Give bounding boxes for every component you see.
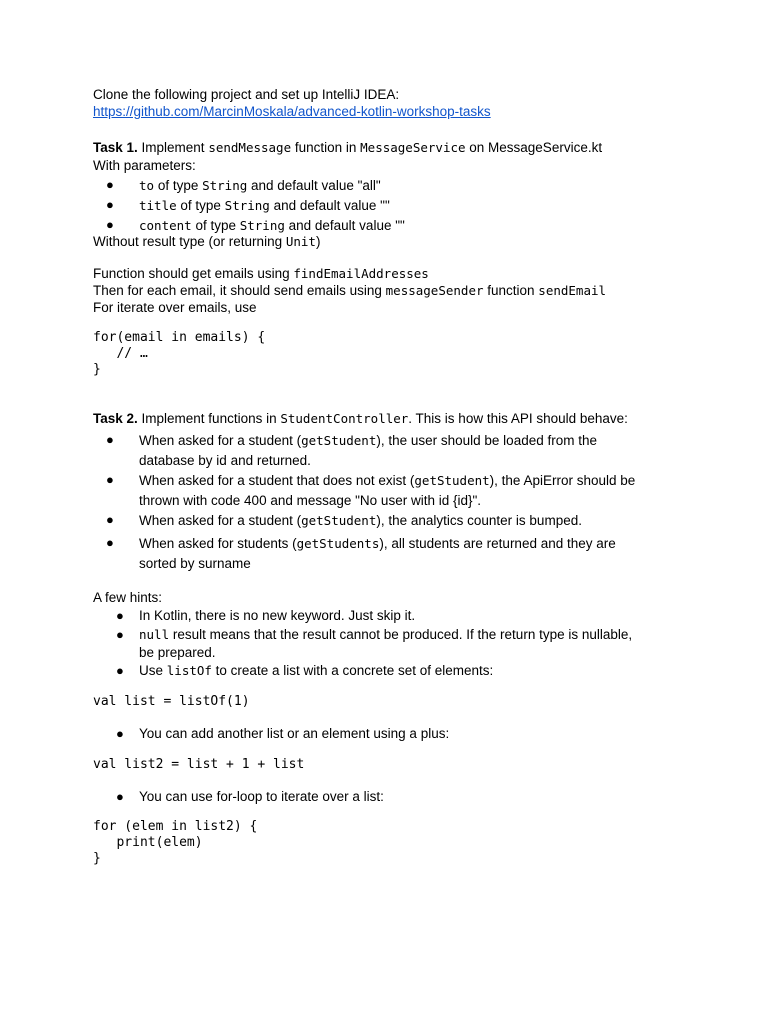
code-block-for-email: for(email in emails) { // … }	[93, 330, 266, 377]
bullet-icon: ●	[116, 627, 124, 642]
hints-intro: A few hints:	[93, 590, 163, 605]
task2-heading: Task 2. Implement functions in StudentController. This is how this API should behave:	[93, 411, 628, 426]
behavior-item: When asked for a student (getStudent), the analytics counter is bumped.	[139, 513, 582, 528]
bullet-icon: ●	[116, 608, 124, 623]
param-item: to of type String and default value "all"	[139, 178, 381, 193]
bullet-icon: ●	[106, 177, 114, 192]
task1-heading	[93, 139, 602, 157]
hint-item: In Kotlin, there is no new keyword. Just skip it.	[139, 608, 416, 623]
code-block-plus: val list2 = list + 1 + list	[93, 757, 305, 772]
param-item: title of type String and default value ""	[139, 198, 390, 213]
bullet-icon: ●	[106, 535, 114, 550]
bullet-icon: ●	[116, 726, 124, 741]
bullet-icon: ●	[106, 217, 114, 232]
hint-item: You can use for-loop to iterate over a list:	[139, 789, 384, 804]
no-result-line: Without result type (or returning Unit)	[93, 234, 321, 249]
task2-label: Task 2.	[93, 411, 138, 426]
hint-item: You can add another list or an element using a plus:	[139, 726, 450, 741]
hint-item: Use listOf to create a list with a concrete set of elements:	[139, 663, 494, 678]
bullet-icon: ●	[106, 472, 114, 487]
code-MessageService: MessageService	[360, 140, 466, 155]
bullet-icon: ●	[116, 663, 124, 678]
code-block-listof: val list = listOf(1)	[93, 694, 250, 709]
intro-text: Clone the following project and set up IntelliJ IDEA:	[93, 87, 400, 102]
task1-label: Task 1.	[93, 140, 138, 155]
code-StudentController: StudentController	[280, 411, 409, 426]
code-sendMessage: sendMessage	[208, 140, 292, 155]
bullet-icon: ●	[106, 432, 114, 447]
function-line-3: For iterate over emails, use	[93, 300, 257, 315]
behavior-item: When asked for a student that does not exist (getStudent), the ApiError should be thrown with code 400 and message "No user with id {id}".	[139, 473, 636, 508]
param-item: content of type String and default value ""	[139, 218, 405, 233]
params-intro: With parameters:	[93, 158, 196, 173]
function-line-2: Then for each email, it should send emails using messageSender function sendEmail	[93, 283, 607, 298]
code-block-for-elem: for (elem in list2) { print(elem) }	[93, 819, 258, 866]
task1-text: function in	[291, 140, 361, 155]
behavior-item: When asked for a student (getStudent), the user should be loaded from the database by id and returned.	[139, 433, 597, 468]
bullet-icon: ●	[106, 197, 114, 212]
bullet-icon: ●	[116, 789, 124, 804]
function-line-1: Function should get emails using findEmailAddresses	[93, 266, 429, 281]
repo-link[interactable]: https://github.com/MarcinMoskala/advanced-kotlin-workshop-tasks	[93, 104, 491, 119]
task1-text: on MessageService.kt	[465, 140, 603, 155]
behavior-item: When asked for students (getStudents), all students are returned and they are sorted by surname	[139, 536, 616, 571]
task1-text: Implement	[137, 140, 209, 155]
bullet-icon: ●	[106, 512, 114, 527]
hint-item: null result means that the result cannot be produced. If the return type is nullable, be prepared.	[139, 627, 633, 660]
